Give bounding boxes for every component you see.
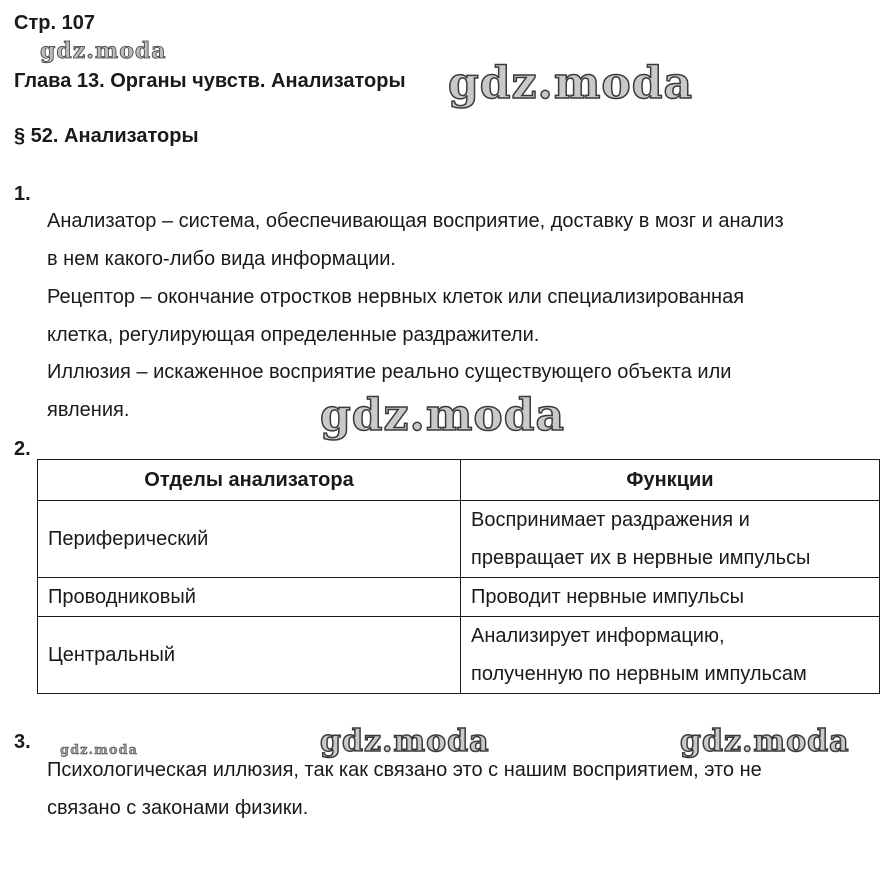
- page-number: Стр. 107: [14, 12, 95, 34]
- watermark-logo: gdz.moda: [320, 390, 566, 441]
- task-3-number: 3.: [14, 731, 31, 753]
- definition-analyzer: [47, 202, 877, 278]
- header-sections: Отделы анализатора: [38, 460, 461, 501]
- section-cell: Периферический: [38, 501, 461, 578]
- watermark-logo: gdz.moda: [40, 38, 167, 64]
- header-functions: Функции: [461, 460, 880, 501]
- definition-line: клетка, регулирующая определенные раздражители.: [47, 324, 540, 346]
- watermark-logo: gdz.moda: [320, 724, 490, 759]
- task-1-number: 1.: [14, 183, 31, 205]
- function-cell: [461, 501, 880, 578]
- chapter-title: Глава 13. Органы чувств. Анализаторы: [14, 70, 406, 92]
- table-header-row: [38, 460, 880, 501]
- definition-line: в нем какого-либо вида информации.: [47, 248, 396, 270]
- definition-line: Рецептор – окончание отростков нервных клеток или специализированная: [47, 286, 745, 308]
- watermark-logo: gdz.moda: [448, 58, 694, 109]
- watermark-logo: gdz.moda: [680, 724, 850, 759]
- section-cell: Центральный: [38, 617, 461, 694]
- function-cell: [461, 617, 880, 694]
- function-line: Воспринимает раздражения и: [471, 509, 750, 531]
- function-line: Анализирует информацию,: [471, 625, 725, 647]
- function-line: Проводит нервные импульсы: [471, 586, 745, 608]
- paragraph-title: § 52. Анализаторы: [14, 125, 199, 147]
- function-cell: [461, 578, 880, 617]
- definition-line: явления.: [47, 399, 130, 421]
- function-line: превращает их в нервные импульсы: [471, 547, 811, 569]
- task-2-number: 2.: [14, 438, 31, 460]
- table-row: [38, 578, 880, 617]
- definition-line: Анализатор – система, обеспечивающая восприятие, доставку в мозг и анализ: [47, 210, 784, 232]
- analyzer-table: [37, 459, 880, 694]
- definition-line: Иллюзия – искаженное восприятие реально существующего объекта или: [47, 361, 732, 383]
- task-3-answer: [47, 751, 877, 827]
- answer-line: связано с законами физики.: [47, 797, 309, 819]
- section-cell: Проводниковый: [38, 578, 461, 617]
- answer-line: Психологическая иллюзия, так как связано это с нашим восприятием, это не: [47, 759, 762, 781]
- definition-receptor: [47, 278, 877, 354]
- table-row: [38, 617, 880, 694]
- function-line: полученную по нервным импульсам: [471, 663, 807, 685]
- watermark-logo: gdz.moda: [60, 743, 139, 758]
- table-row: [38, 501, 880, 578]
